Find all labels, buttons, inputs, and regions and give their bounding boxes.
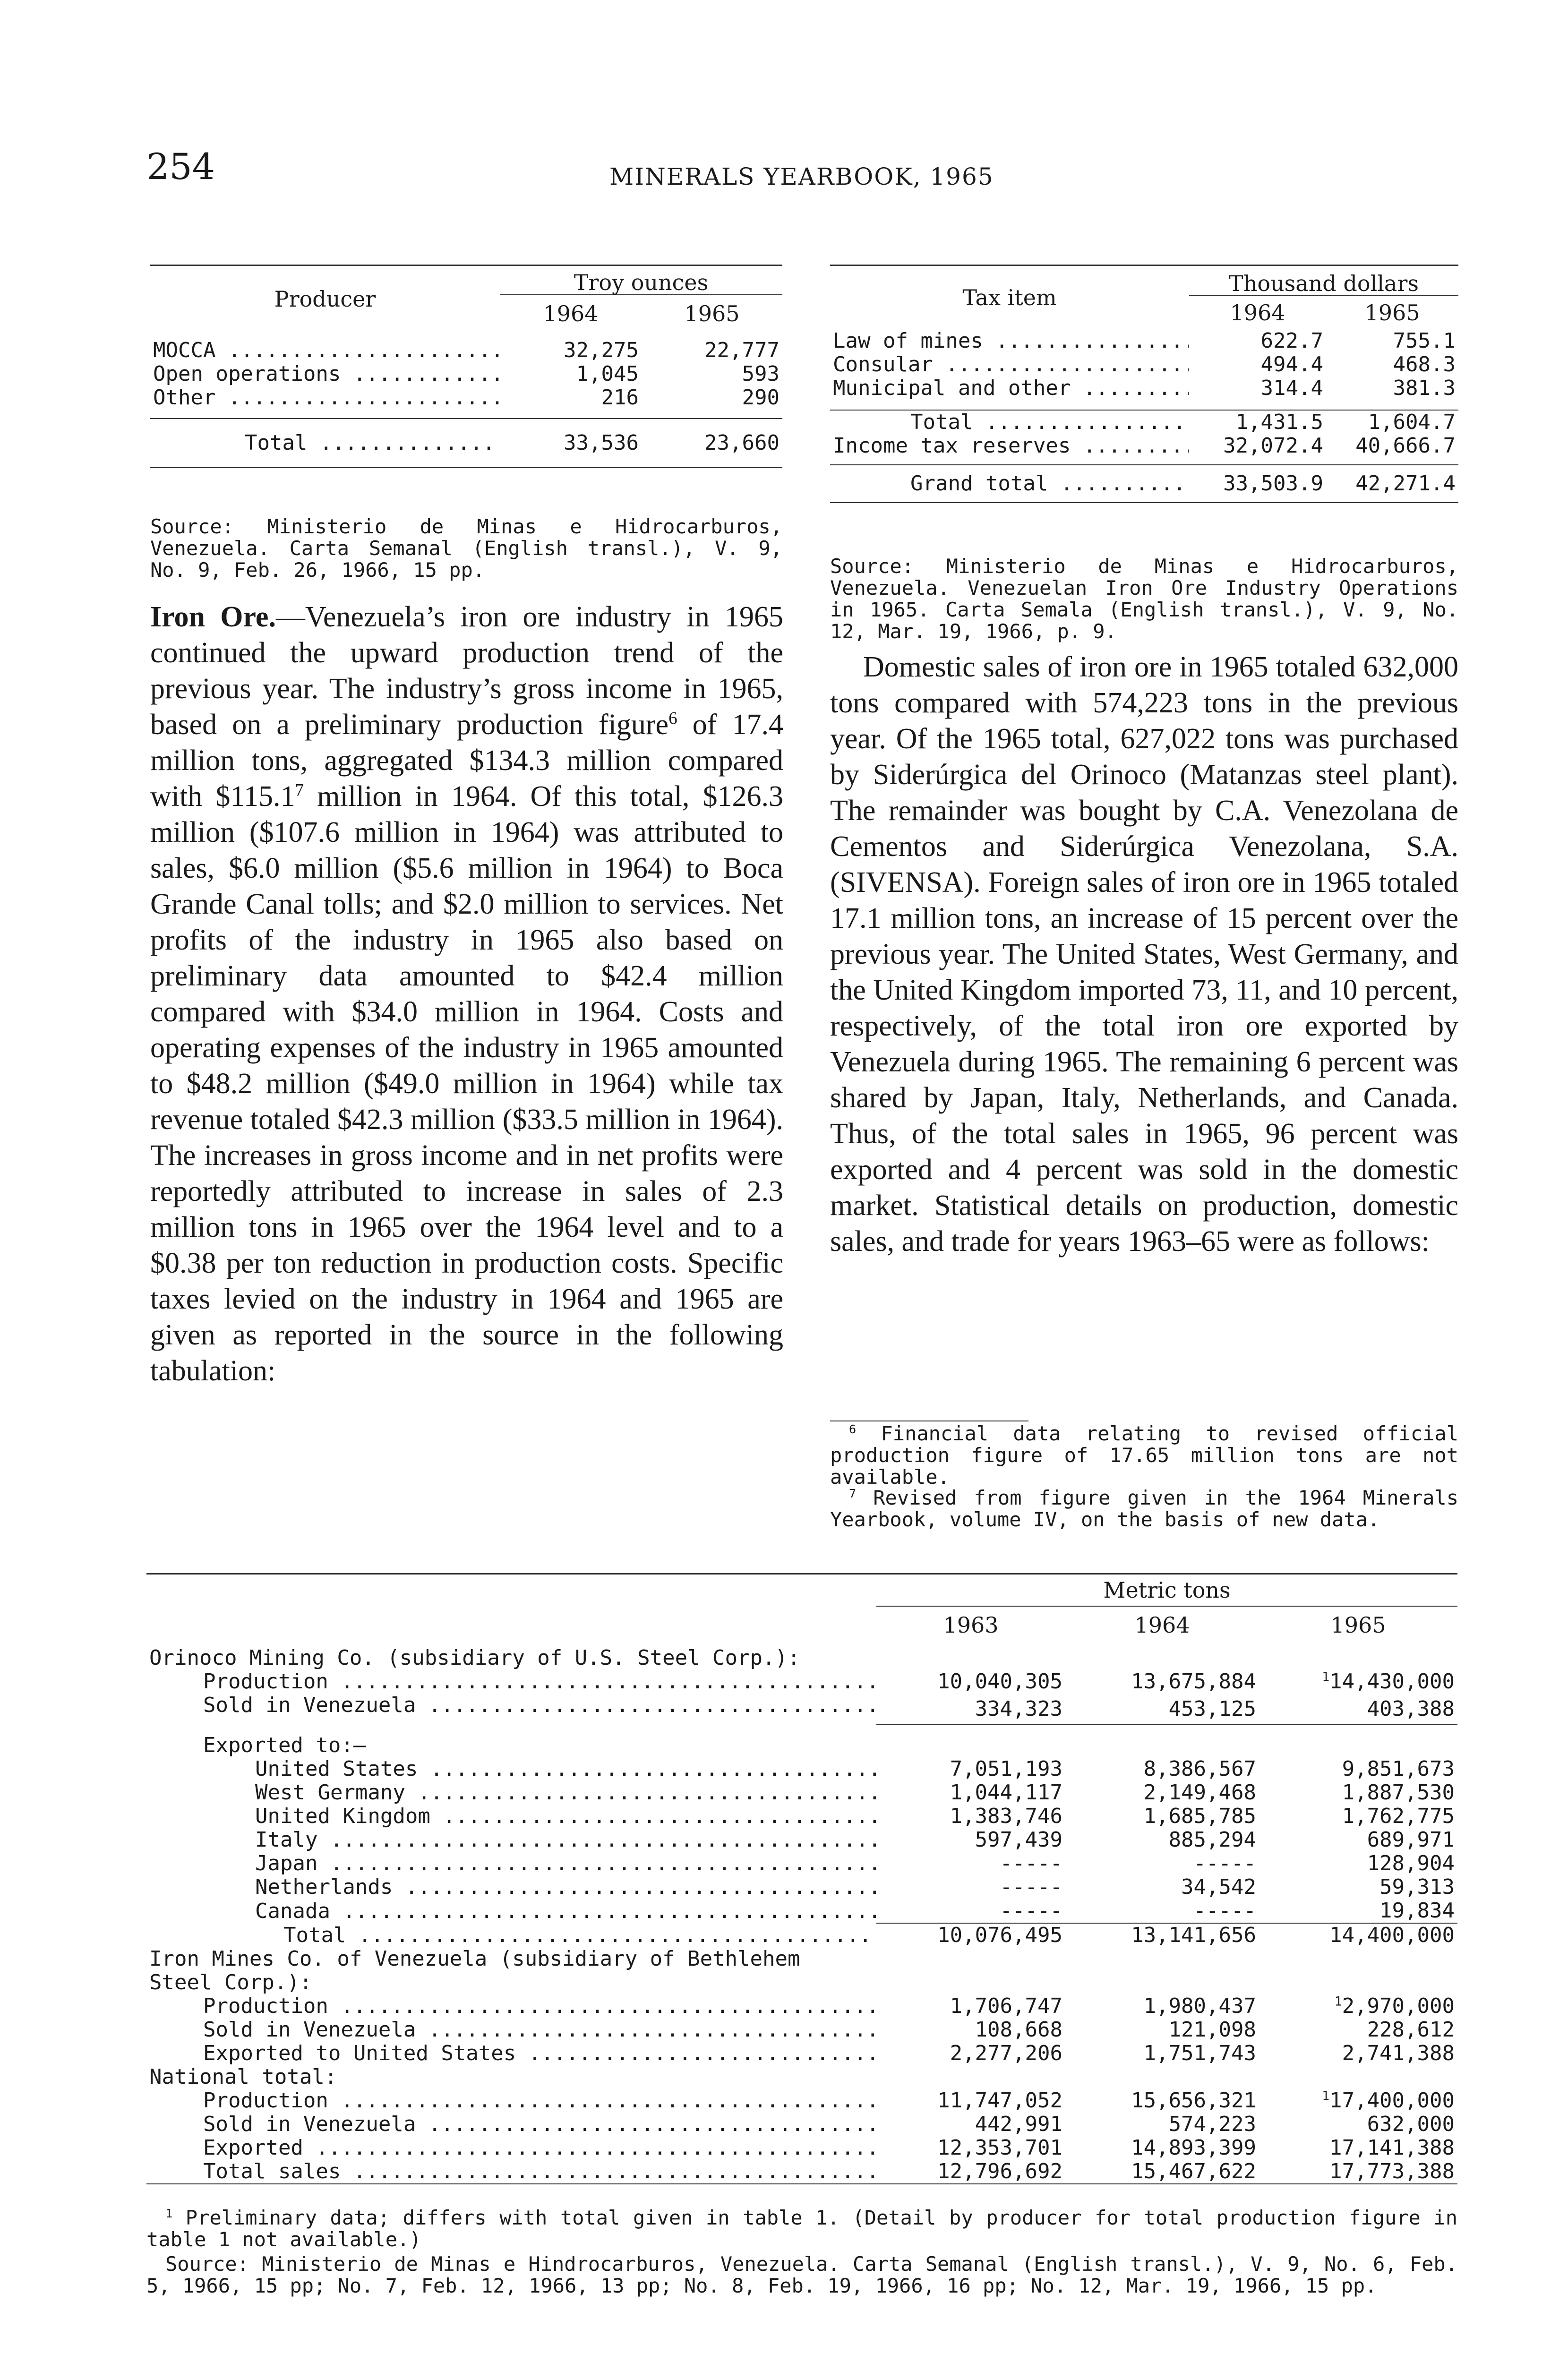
cell: 1,762,775 [1342,1804,1455,1828]
col-year: 1965 [684,301,740,326]
cell: 1,685,785 [1143,1804,1256,1828]
col-troy-ounces: Troy ounces [500,265,782,295]
cell: 494.4 [1260,352,1323,377]
row-label: Exported to United States [203,2042,516,2065]
cell: 12,796,692 [876,2160,1065,2184]
table-row [150,362,782,386]
row-label: Canada [255,1899,330,1923]
cell: 574,223 [1168,2112,1256,2136]
cell: 34,542 [1181,1875,1256,1899]
cell: 33,536 [500,419,642,468]
cell: 453,125 [1065,1694,1259,1725]
col-producer: Producer [274,286,376,312]
table-row [146,2042,1457,2065]
cell: 8,386,567 [1143,1757,1256,1781]
row-label: Italy [255,1828,318,1852]
cell: 593 [742,362,780,386]
row-label: MOCCA [153,338,216,362]
cell: 1,383,746 [950,1804,1062,1828]
producer-table [150,265,782,468]
tax-table [830,265,1458,503]
cell: 9,851,673 [1342,1757,1455,1781]
row-label: Municipal and other [833,377,1071,400]
domestic-sales-paragraph: Domestic sales of iron ore in 1965 totaled 632,000 tons compared with 574,223 tons in the previous year. Of the 1965 total, 627,022 tons was purchased by Siderúrgica del Orinoco (Matanzas steel plant). The remainder was bought by C.A. Venezolana de Cementos and Siderúrgica Venezolana, S.A. (SIVENSA). Foreign sales of iron ore in 1965 totaled 17.1 million tons, an increase of 15 percent over the previous year. The United States, West Germany, and the United Kingdom imported 73, 11, and 10 percent, respectively, of the total iron ore exported by Venezuela during 1965. The remaining 6 percent was shared by Japan, Italy, Netherlands, and Canada. Thus, of the total sales in 1965, 96 percent was exported and 4 percent was sold in the domestic market. Statistical details on production, domestic sales, and trade for years 1963–65 were as follows: [830,651,1458,1258]
cell: 1,604.7 [1326,410,1458,434]
cell: 1,751,743 [1143,2041,1256,2065]
iron-ore-paragraph [150,599,783,1389]
cell: 33,503.9 [1189,465,1326,503]
col-tax-item: Tax item [962,285,1057,310]
table-row-total [830,410,1458,434]
row-label: Japan [255,1852,318,1875]
row-label: Exported [203,2136,303,2160]
row-label: Open operations [153,362,341,386]
note-text: Preliminary data; differs with total given in table 1. (Detail by producer for total production figure in table 1 not available.) [146,2206,1457,2251]
table-row [146,2160,1457,2184]
table-row [146,1757,1457,1781]
cell: 14,893,399 [1131,2136,1256,2160]
cell: 10,076,495 [937,1923,1062,1947]
table-row [146,2113,1457,2136]
cell: 1,044,117 [950,1780,1062,1805]
row-label: Sold in Venezuela [203,2018,416,2042]
table-row [146,1875,1457,1899]
cell: 22,777 [704,338,780,362]
cell: 755.1 [1393,329,1456,353]
cell: 108,668 [975,2018,1062,2042]
cell: 314.4 [1260,376,1323,400]
row-label: Consular [833,353,933,377]
col-year: 1965 [1330,1612,1386,1638]
cell: 381.3 [1393,376,1456,400]
note-mark: 1 [165,2207,173,2220]
ore-table-note [146,2207,1457,2251]
table-row-total [146,1923,1457,1947]
col-year: 1964 [1230,300,1285,325]
table-row-grand-total [830,465,1458,503]
cell: 1,431.5 [1189,410,1326,434]
cell: 442,991 [975,2112,1062,2136]
footnote-mark: 6 [849,1422,857,1436]
table-row-total [150,419,782,468]
note-mark: 1 [1322,1669,1330,1685]
section-heading: Orinoco Mining Co. (subsidiary of U.S. Steel Corp.): [149,1646,800,1670]
row-label: Law of mines [833,329,983,353]
col-year: 1964 [543,301,599,326]
section-heading: Exported to:— [203,1733,366,1757]
cell: 2,277,206 [950,2041,1062,2065]
table-row [830,353,1458,377]
cell: 2,149,468 [1143,1780,1256,1805]
tax-table-source: Source: Ministerio de Minas e Hidrocarburos, Venezuela. Venezuelan Iron Ore Industry Operations in 1965. Carta Semala (English transl.), V. 9, No. 12, Mar. 19, 1966, p. 9. [830,555,1458,643]
cell: 14,430,000 [1329,1669,1455,1694]
cell: 19,834 [1259,1899,1457,1923]
row-label: Total [283,1923,346,1947]
cell: 228,612 [1367,2018,1455,2042]
table-row [830,329,1458,353]
footnote-6 [830,1423,1458,1488]
col-thousand-dollars: Thousand dollars [1189,265,1458,296]
cell: 597,439 [975,1828,1062,1852]
table-row [146,1828,1457,1852]
table-row [146,1805,1457,1828]
table-row [146,1694,1457,1725]
col-year: 1964 [1134,1612,1190,1638]
row-label: Income tax reserves [833,434,1071,458]
note-mark: 1 [1334,1994,1342,2009]
iron-ore-table [146,1573,1457,2184]
cell: ----- [1000,1851,1062,1875]
footnote-ref: 6 [668,709,677,728]
cell: 42,271.4 [1326,465,1458,503]
text: —Venezuela’s iron ore industry in 1965 continued the upward production trend of the previous year. The industry’s gross income in 1965, based on a preliminary production figure [150,601,783,741]
cell: 17,141,388 [1329,2136,1455,2160]
cell: 290 [742,385,780,410]
cell: 2,970,000 [1342,1994,1455,2018]
cell: ----- [876,1899,1065,1923]
cell: 15,467,622 [1065,2160,1259,2184]
table-row [830,434,1458,465]
table-row [146,2089,1457,2113]
row-label: Total sales [203,2160,341,2183]
footnote-text: Financial data relating to revised official production figure of 17.65 million tons are not available. [830,1422,1458,1489]
cell: 468.3 [1393,352,1456,377]
cell: 11,747,052 [937,2088,1062,2113]
page-number: 254 [146,145,215,188]
text: million in 1964. Of this total, $126.3 million ($107.6 million in 1964) was attributed to sales, $6.0 million ($5.6 million in 1964) to Boca Grande Canal tolls; and $2.0 million to services. Net profits of the industry in 1965 also based on preliminary data amounted to $42.4 million compared with $34.0 million in 1964. Costs and operating expenses of the industry in 1965 amounted to $48.2 million ($49.0 million in 1964) while tax revenue totaled $42.3 million ($33.5 million in 1964). The increases in gross income and in net profits were reportedly attributed to increase in sales of 2.3 million tons in 1965 over the 1964 level and to a $0.38 per ton reduction in production costs. Specific taxes levied on the industry in 1964 and 1965 are given as reported in the source in the following tabulation: [150,780,783,1387]
cell: 13,141,656 [1131,1923,1256,1947]
footnote-text: Revised from figure given in the 1964 Minerals Yearbook, volume IV, on the basis of new data. [830,1486,1458,1531]
row-label: Other [153,386,216,410]
run-in-heading: Iron Ore. [150,601,276,633]
note-mark: 1 [1322,2088,1330,2104]
cell: 32,275 [564,338,639,362]
col-year: 1965 [1364,300,1420,325]
cell: 216 [601,385,639,410]
footnote-ref: 7 [295,780,304,800]
table-row [146,1781,1457,1805]
cell: 59,313 [1379,1875,1455,1899]
cell: 7,051,193 [950,1757,1062,1781]
cell: 1,706,747 [950,1994,1062,2018]
cell: 121,098 [1168,2018,1256,2042]
ore-table-source: Source: Ministerio de Minas e Hindrocarburos, Venezuela. Carta Semanal (English transl.), V. 9, No. 6, Feb. 5, 1966, 15 pp; No. 7, Feb. 12, 1966, 13 pp; No. 8, Feb. 19, 1966, 16 pp; No. 12, Mar. 19, 1966, 15 pp. [146,2252,1457,2297]
cell: 403,388 [1259,1694,1457,1725]
table-row [830,377,1458,410]
section-heading: Iron Mines Co. of Venezuela (subsidiary of Bethlehem Steel Corp.): [149,1947,800,1994]
row-label: West Germany [255,1781,405,1805]
cell: 128,904 [1367,1851,1455,1875]
table-row [146,1899,1457,1923]
cell: 12,353,701 [937,2136,1062,2160]
cell: ----- [1193,1851,1256,1875]
cell: 17,773,388 [1259,2160,1457,2184]
cell: 17,400,000 [1329,2088,1455,2113]
running-head: MINERALS YEARBOOK, 1965 [609,163,994,190]
cell: ----- [1065,1899,1259,1923]
cell: 13,675,884 [1131,1669,1256,1694]
row-label: Sold in Venezuela [203,1694,416,1717]
cell: 1,887,530 [1342,1780,1455,1805]
table-row [146,2018,1457,2042]
cell: 15,656,321 [1131,2088,1256,2113]
section-heading: National total: [149,2065,337,2089]
row-label: Production [203,1670,328,1694]
cell: 40,666.7 [1326,434,1458,465]
cell: 10,040,305 [937,1669,1062,1694]
text: of 17.4 million tons, aggregated $134.3 million compared with $115.1 [150,709,783,813]
row-label: Total [910,410,973,434]
row-label: United Kingdom [255,1805,430,1828]
row-label: Sold in Venezuela [203,2113,416,2136]
table-row [146,2136,1457,2160]
footnote-mark: 7 [849,1487,857,1500]
cell: 23,660 [642,419,782,468]
table-row [150,332,782,362]
table-row [146,1852,1457,1875]
row-label: Production [203,1994,328,2018]
col-year: 1963 [943,1612,999,1638]
row-label: Netherlands [255,1875,393,1899]
row-label: United States [255,1757,418,1781]
cell: 885,294 [1168,1828,1256,1852]
cell: 334,323 [876,1694,1065,1725]
footnote-7 [830,1487,1458,1531]
cell: 689,971 [1367,1828,1455,1852]
table-row [150,386,782,419]
row-label: Production [203,2089,328,2113]
producer-table-source: Source: Ministerio de Minas e Hidrocarburos, Venezuela. Carta Semanal (English transl.), V. 9, No. 9, Feb. 26, 1966, 15 pp. [150,515,782,582]
row-label: Total [245,431,308,455]
table-row [146,1994,1457,2018]
table-row [146,1670,1457,1694]
cell: 2,741,388 [1342,2041,1455,2065]
cell: 1,980,437 [1143,1994,1256,2018]
cell: 632,000 [1367,2112,1455,2136]
cell: ----- [1000,1875,1062,1899]
cell: 1,045 [576,362,639,386]
col-metric-tons: Metric tons [876,1574,1457,1607]
row-label: Grand total [910,471,1048,496]
cell: 14,400,000 [1329,1923,1455,1947]
cell: 32,072.4 [1189,434,1326,465]
cell: 622.7 [1260,329,1323,353]
